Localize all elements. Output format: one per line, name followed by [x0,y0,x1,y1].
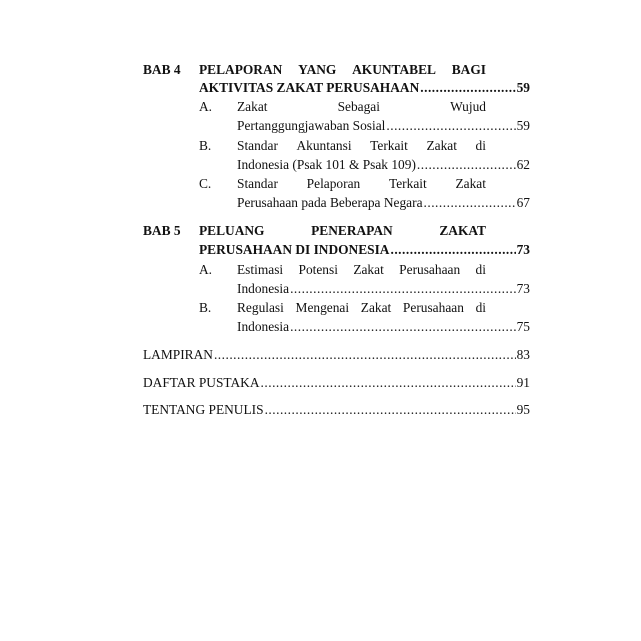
section-title-line1: Standar Akuntansi Terkait Zakat di [237,138,486,153]
section-title-line1: Regulasi Mengenai Zakat Perusahaan di [237,300,486,315]
section-letter: A. [199,99,213,114]
leader-dots [386,116,515,135]
leader-dots [261,373,516,392]
page-number: 59 [516,80,530,95]
leader-dots [424,193,516,212]
toc-entry-lampiran[interactable]: LAMPIRAN ..... 83 [143,345,530,364]
section-title-line1: Zakat Sebagai Wujud [237,99,486,114]
section-letter: B. [199,138,212,153]
chapter-title-line2[interactable]: AKTIVITAS ZAKAT PERUSAHAAN ..... 59 [199,78,530,97]
section-letter: C. [199,176,212,191]
page-number: 73 [516,281,530,296]
section-title-line2[interactable]: Indonesia ..... 73 [237,279,530,298]
leader-dots [417,155,516,174]
leader-dots [390,240,515,259]
leader-dots [420,78,515,97]
page-number: 73 [516,242,530,257]
chapter-title-line1: PELUANG PENERAPAN ZAKAT [199,223,486,238]
word: BAGI [451,62,486,77]
chapter-title-line2[interactable]: PERUSAHAAN DI INDONESIA ..... 73 [199,240,530,259]
word: PELAPORAN [199,62,283,77]
section-title-line1: Estimasi Potensi Zakat Perusahaan di [237,262,486,277]
chapter-label: BAB 4 [143,62,181,77]
section-title-line2[interactable]: Indonesia ..... 75 [237,317,530,336]
word: YANG [298,62,337,77]
toc-entry-daftar-pustaka[interactable]: DAFTAR PUSTAKA ..... 91 [143,373,530,392]
page-number: 95 [516,402,530,417]
leader-dots [290,317,516,336]
section-title-line2[interactable]: Indonesia (Psak 101 & Psak 109) ..... 62 [237,155,530,174]
page-number: 59 [516,118,530,133]
word: AKUNTABEL [352,62,436,77]
page-number: 83 [516,347,530,362]
section-title-line1: Standar Pelaporan Terkait Zakat [237,176,486,191]
section-title-line2[interactable]: Perusahaan pada Beberapa Negara ..... 67 [237,193,530,212]
leader-dots [290,279,516,298]
leader-dots [214,345,516,364]
leader-dots [265,400,516,419]
toc-entry-tentang-penulis[interactable]: TENTANG PENULIS ..... 95 [143,400,530,419]
chapter-label: BAB 5 [143,223,181,238]
page-number: 75 [516,319,530,334]
page-number: 67 [516,195,530,210]
section-letter: B. [199,300,212,315]
page-number: 91 [516,375,530,390]
page-number: 62 [516,157,530,172]
section-letter: A. [199,262,213,277]
chapter-title-line1 [199,60,486,79]
section-title-line2[interactable]: Pertanggungjawaban Sosial ..... 59 [237,116,530,135]
